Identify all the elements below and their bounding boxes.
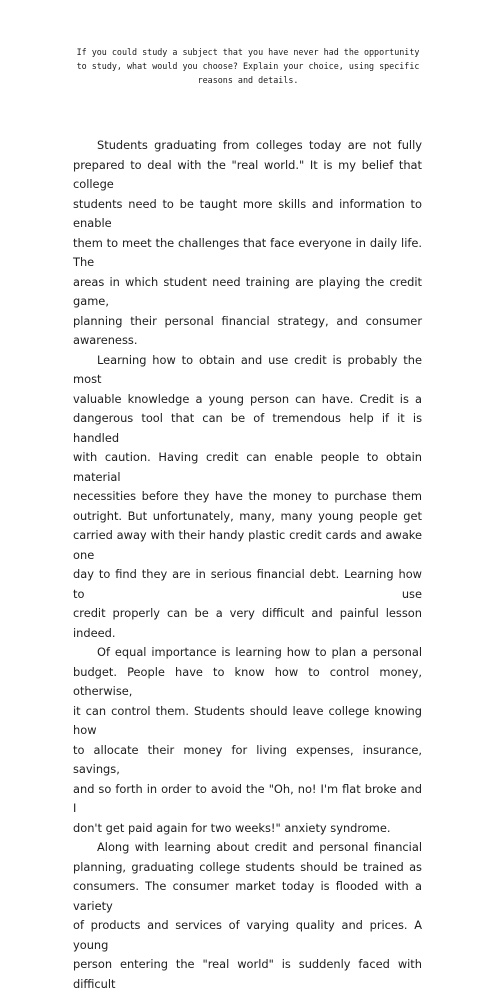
text-line: planning their personal financial strategy, and consumer [73, 313, 422, 328]
text-line: necessities before they have the money to purchase them [73, 489, 422, 503]
essay-body [73, 136, 422, 994]
text-line: credit properly can be a very difficult and painful lesson indeed. [73, 606, 422, 640]
text-line: dangerous tool that can be of tremendous help if it is handled [73, 411, 422, 445]
paragraph-4 [73, 838, 422, 994]
text-line: them to meet the challenges that face everyone in daily life. The [73, 235, 422, 269]
essay-prompt [60, 45, 436, 87]
text-line: Along with learning about credit and personal financial [97, 840, 422, 854]
text-line: awareness. [73, 333, 138, 347]
prompt-line: reasons and details. [197, 75, 299, 85]
paragraph-1 [73, 136, 422, 351]
text-line: carried away with their handy plastic credit cards and awake one [73, 528, 422, 562]
text-line: planning, graduating college students should be trained as [73, 859, 422, 874]
text-line: students need to be taught more skills and information to enable [73, 196, 422, 230]
text-line: with caution. Having credit can enable people to obtain material [73, 450, 422, 484]
text-line: don't get paid again for two weeks!" anxiety syndrome. [73, 820, 391, 835]
text-line: budget. People have to know how to control money, otherwise, [73, 664, 422, 698]
text-line: Of equal importance is learning how to plan a personal [97, 645, 422, 659]
text-line: to allocate their money for living expenses, insurance, savings, [73, 742, 422, 776]
text-line: prepared to deal with the "real world." It is my belief that college [73, 157, 422, 191]
text-line: outright. But unfortunately, many, many young people get [73, 508, 422, 523]
text-line: Learning how to obtain and use credit is probably the most [73, 352, 422, 386]
text-line: consumers. The consumer market today is flooded with a variety [73, 879, 422, 913]
text-line: of products and services of varying quality and prices. A young [73, 918, 422, 952]
text-line: and so forth in order to avoid the "Oh, no! I'm flat broke and I [73, 781, 422, 815]
text-line: day to find they are in serious financial debt. Learning how to use [73, 567, 422, 601]
text-line: person entering the "real world" is suddenly faced with difficult [73, 957, 422, 991]
text-line: valuable knowledge a young person can have. Credit is a [73, 391, 422, 406]
paragraph-3 [73, 643, 422, 838]
paragraph-2 [73, 351, 422, 644]
text-line: areas in which student need training are playing the credit game, [73, 274, 422, 308]
text-line: it can control them. Students should leave college knowing how [73, 703, 422, 737]
prompt-line: If you could study a subject that you have never had the opportunity [76, 47, 420, 57]
prompt-line: to study, what would you choose? Explain your choice, using specific [76, 61, 420, 71]
text-line: Students graduating from colleges today are not fully [97, 138, 422, 152]
